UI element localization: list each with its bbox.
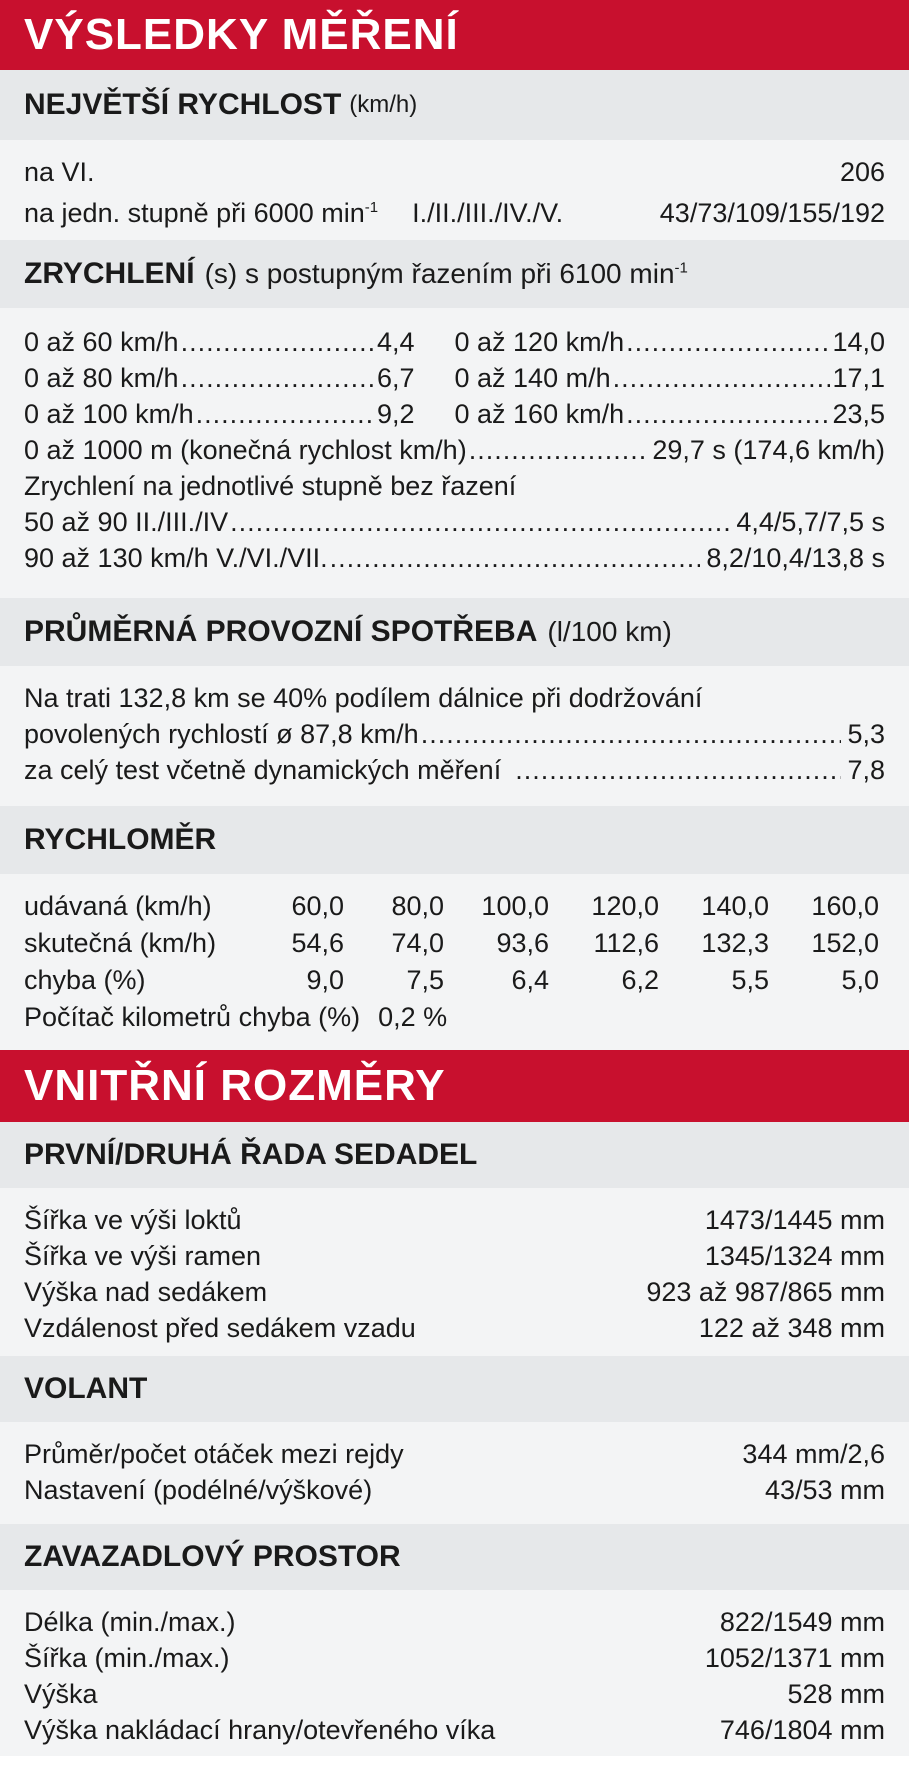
seats-row <box>24 1238 885 1274</box>
leader-dots <box>181 360 375 396</box>
seats-value: 1473/1445 mm <box>704 1205 885 1235</box>
seats-value: 122 až 348 mm <box>698 1313 885 1343</box>
leader-dots <box>330 540 701 576</box>
acc-value: 14,0 <box>832 327 885 357</box>
speedo-cell: 74,0 <box>391 928 444 958</box>
speedo-row-label: chyba (%) <box>24 965 146 995</box>
consumption-unit: (l/100 km) <box>547 616 672 647</box>
acc-label: 0 až 120 km/h <box>454 327 625 357</box>
odometer-row <box>24 999 885 1035</box>
leader-dots <box>626 324 830 360</box>
leader-dots <box>230 504 730 540</box>
consumption-line-1 <box>24 680 885 716</box>
steering-body <box>0 1422 909 1524</box>
speedo-cell: 6,2 <box>621 965 659 995</box>
acceleration-heading <box>0 240 909 308</box>
speedo-cell: 100,0 <box>481 891 549 921</box>
acc-km-label: 0 až 1000 m (konečná rychlost km/h) <box>24 435 467 465</box>
top-speed-body <box>0 140 909 240</box>
acc-value: 9,2 <box>376 399 415 429</box>
acc-gears-title: Zrychlení na jednotlivé stupně bez řazení <box>24 471 517 501</box>
odometer-label: Počítač kilometrů chyba (%) <box>24 1002 361 1032</box>
consumption-body <box>0 666 909 806</box>
trunk-row <box>24 1676 885 1712</box>
seats-heading <box>0 1122 909 1188</box>
acceleration-left-3 <box>24 396 455 432</box>
acc-gear2-label: 90 až 130 km/h V./VI./VII. <box>24 543 328 573</box>
top-speed-label: na VI. <box>24 157 95 187</box>
acceleration-right-2 <box>455 360 886 396</box>
seats-label: Výška nad sedákem <box>24 1277 268 1307</box>
leader-dots <box>626 396 830 432</box>
acceleration-unit <box>205 258 688 290</box>
trunk-heading <box>0 1524 909 1590</box>
leader-dots <box>469 432 645 468</box>
trunk-row <box>24 1604 885 1640</box>
speedometer-body <box>0 874 909 1050</box>
seats-body <box>0 1188 909 1356</box>
acc-label: 0 až 140 m/h <box>454 363 611 393</box>
results-title: VÝSLEDKY MĚŘENÍ <box>0 0 909 70</box>
speedo-cell: 5,0 <box>841 965 879 995</box>
trunk-label: Šířka (min./max.) <box>24 1643 230 1673</box>
acc-label: 0 až 80 km/h <box>24 363 179 393</box>
acc-value: 6,7 <box>376 363 415 393</box>
speedo-cell: 54,6 <box>291 928 344 958</box>
leader-dots <box>613 360 831 396</box>
top-speed-value: 206 <box>839 157 885 187</box>
speedo-cell: 152,0 <box>811 928 879 958</box>
trunk-label: Délka (min./max.) <box>24 1607 236 1637</box>
acc-gear2-value: 8,2/10,4/13,8 s <box>706 543 885 573</box>
acc-value: 23,5 <box>832 399 885 429</box>
seats-heading-text: PRVNÍ/DRUHÁ ŘADA SEDADEL <box>24 1138 478 1171</box>
steering-heading-text: VOLANT <box>24 1372 148 1405</box>
trunk-value: 746/1804 mm <box>719 1715 885 1745</box>
gear-speed-sup: -1 <box>364 199 379 216</box>
trunk-label: Výška <box>24 1679 98 1709</box>
speedo-row-label: skutečná (km/h) <box>24 928 217 958</box>
trunk-row <box>24 1640 885 1676</box>
acceleration-gear-row-2 <box>24 540 885 576</box>
trunk-value: 1052/1371 mm <box>704 1643 885 1673</box>
speedo-cell: 6,4 <box>511 965 549 995</box>
acceleration-row-1 <box>24 324 885 360</box>
top-speed-heading-text: NEJVĚTŠÍ RYCHLOST <box>24 88 342 121</box>
top-speed-heading <box>0 70 909 140</box>
speedo-cell: 80,0 <box>391 891 444 921</box>
leader-dots <box>421 716 842 752</box>
speedo-cell: 9,0 <box>306 965 344 995</box>
trunk-row <box>24 1712 885 1748</box>
seats-row <box>24 1274 885 1310</box>
speedo-cell: 140,0 <box>701 891 769 921</box>
consumption-line3-value: 7,8 <box>847 755 885 785</box>
speedo-cell: 93,6 <box>496 928 549 958</box>
seats-label: Šířka ve výši loktů <box>24 1205 242 1235</box>
leader-dots <box>196 396 375 432</box>
seats-label: Vzdálenost před sedákem vzadu <box>24 1313 416 1343</box>
acceleration-left-2 <box>24 360 455 396</box>
dimensions-title: VNITŘNÍ ROZMĚRY <box>0 1050 909 1122</box>
speedo-cell: 112,6 <box>593 928 659 958</box>
speedo-cell: 132,3 <box>701 928 769 958</box>
seats-value: 923 až 987/865 mm <box>646 1277 885 1307</box>
trunk-heading-text: ZAVAZADLOVÝ PROSTOR <box>24 1540 401 1573</box>
acceleration-body <box>0 308 909 598</box>
consumption-line3-label: za celý test včetně dynamických měření <box>24 755 502 785</box>
gear-speed-gears: I./II./III./IV./V. <box>412 198 564 228</box>
acc-km-value: 29,7 s (174,6 km/h) <box>652 435 885 465</box>
speedometer-heading-text: RYCHLOMĚR <box>24 823 217 856</box>
acc-gear1-value: 4,4/5,7/7,5 s <box>736 507 885 537</box>
consumption-line2-value: 5,3 <box>847 719 885 749</box>
speedometer-heading <box>0 806 909 874</box>
speedo-cell: 5,5 <box>731 965 769 995</box>
acceleration-left-1 <box>24 324 455 360</box>
seats-value: 1345/1324 mm <box>704 1241 885 1271</box>
speedo-cell: 7,5 <box>406 965 444 995</box>
acceleration-right-1 <box>455 324 886 360</box>
seats-row <box>24 1310 885 1346</box>
seats-label: Šířka ve výši ramen <box>24 1241 262 1271</box>
acc-value: 4,4 <box>376 327 415 357</box>
speedo-row-label: udávaná (km/h) <box>24 891 212 921</box>
steering-label: Průměr/počet otáček mezi rejdy <box>24 1439 404 1469</box>
trunk-body <box>0 1590 909 1756</box>
acceleration-km-row <box>24 432 885 468</box>
acceleration-heading-text: ZRYCHLENÍ <box>24 257 195 290</box>
speedo-cell: 120,0 <box>591 891 659 921</box>
top-speed-row <box>24 154 885 190</box>
acc-label: 0 až 100 km/h <box>24 399 194 429</box>
gear-speed-label <box>24 190 378 231</box>
speedo-cell: 60,0 <box>291 891 344 921</box>
acc-label: 0 až 60 km/h <box>24 327 179 357</box>
consumption-heading <box>0 598 909 666</box>
acc-value: 17,1 <box>832 363 885 393</box>
trunk-value: 528 mm <box>787 1679 885 1709</box>
steering-heading <box>0 1356 909 1422</box>
steering-value: 43/53 mm <box>764 1475 885 1505</box>
leader-dots <box>181 324 375 360</box>
consumption-line1-text: Na trati 132,8 km se 40% podílem dálnice při dodržování <box>24 683 703 713</box>
acceleration-gear-row-1 <box>24 504 885 540</box>
consumption-line-3 <box>24 752 885 788</box>
steering-row <box>24 1436 885 1472</box>
gear-speed-row <box>24 190 885 226</box>
acceleration-right-3 <box>455 396 886 432</box>
acceleration-unit-text: (s) s postupným řazením při 6100 min <box>204 258 675 289</box>
consumption-heading-text: PRŮMĚRNÁ PROVOZNÍ SPOTŘEBA <box>24 615 538 648</box>
steering-value: 344 mm/2,6 <box>742 1439 885 1469</box>
acceleration-row-3 <box>24 396 885 432</box>
speedometer-table <box>24 888 885 999</box>
steering-row <box>24 1472 885 1508</box>
odometer-value: 0,2 % <box>378 1002 448 1032</box>
acceleration-row-2 <box>24 360 885 396</box>
steering-label: Nastavení (podélné/výškové) <box>24 1475 373 1505</box>
gear-speed-value: 43/73/109/155/192 <box>659 198 885 228</box>
leader-dots <box>515 752 841 788</box>
acc-label: 0 až 160 km/h <box>454 399 625 429</box>
acceleration-unit-sup: -1 <box>674 259 688 277</box>
acc-gear1-label: 50 až 90 II./III./IV <box>24 507 229 537</box>
speedo-cell: 160,0 <box>811 891 879 921</box>
seats-row <box>24 1202 885 1238</box>
trunk-label: Výška nakládací hrany/otevřeného víka <box>24 1715 496 1745</box>
top-speed-unit: (km/h) <box>349 91 418 118</box>
trunk-value: 822/1549 mm <box>719 1607 885 1637</box>
consumption-line2-label: povolených rychlostí ø 87,8 km/h <box>24 719 419 749</box>
gear-speed-label-text: na jedn. stupně při 6000 min <box>24 198 365 228</box>
consumption-line-2 <box>24 716 885 752</box>
acceleration-gears-title <box>24 468 885 504</box>
